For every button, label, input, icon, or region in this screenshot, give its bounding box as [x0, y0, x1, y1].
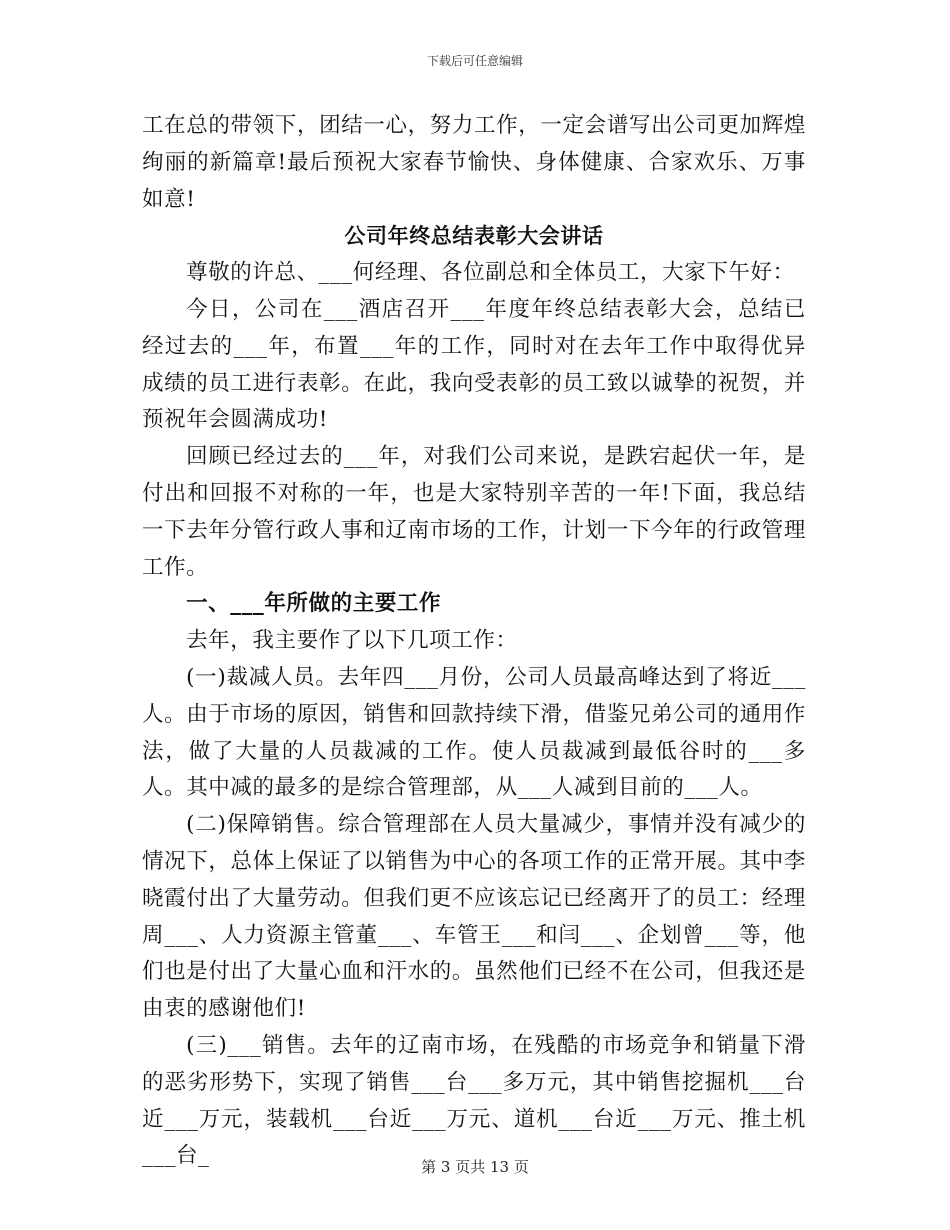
body-paragraph: 今日，公司在___酒店召开___年度年终总结表彰大会，总结已经过去的___年，布置___年的工作，同时对在去年工作中取得优异成绩的员工进行表彰。在此，我向受表彰的员工致以诚挚的祝贺，并预祝年会圆满成功! — [142, 296, 806, 433]
page-header-note: 下载后可任意编辑 — [426, 54, 523, 68]
body-paragraph: 回顾已经过去的___年，对我们公司来说，是跌宕起伏一年，是付出和回报不对称的一年，也是大家特别辛苦的一年!下面，我总结一下去年分管行政人事和辽南市场的工作，计划一下今年的行政管理工作。 — [142, 444, 806, 580]
document-title: 公司年终总结表彰大会讲话 — [344, 223, 604, 249]
section-intro: 去年，我主要作了以下几项工作： — [186, 628, 518, 654]
page-number: 第 3 页共 13 页 — [421, 1158, 529, 1176]
list-item: (二)保障销售。综合管理部在人员大量减少，事情并没有减少的情况下，总体上保证了以销售为中心的各项工作的正常开展。其中李晓霞付出了大量劳动。但我们更不应该忘记已经离开了的员工：经理周___、人力资源主管董___、车管王___和闫___、企划曾___等，他们也是付出了大量心血和汗水的。虽然他们已经不在公司，但我还是由衷的感谢他们! — [142, 812, 806, 1022]
list-item: (三)___销售。去年的辽南市场，在残酷的市场竞争和销量下滑的恶劣形势下，实现了销售___台___多万元，其中销售挖掘机___台近___万元，装载机___台近___万元、道机___台近___万元、推土机___台_ — [142, 1032, 806, 1169]
document-body — [142, 108, 806, 1175]
continuation-paragraph: 工在总的带领下，团结一心，努力工作，一定会谱写出公司更加辉煌绚丽的新篇章!最后预祝大家春节愉快、身体健康、合家欢乐、万事如意! — [142, 113, 806, 212]
list-item: (一)裁减人员。去年四___月份，公司人员最高峰达到了将近___人。由于市场的原因，销售和回款持续下滑，借鉴兄弟公司的通用作法，做了大量的人员裁减的工作。使人员裁减到最低谷时的___多人。其中减的最多的是综合管理部，从___人减到目前的___人。 — [142, 664, 806, 801]
section-heading: 一、___年所做的主要工作 — [186, 591, 442, 617]
greeting-paragraph: 尊敬的许总、___何经理、各位副总和全体员工，大家下午好： — [186, 260, 795, 286]
